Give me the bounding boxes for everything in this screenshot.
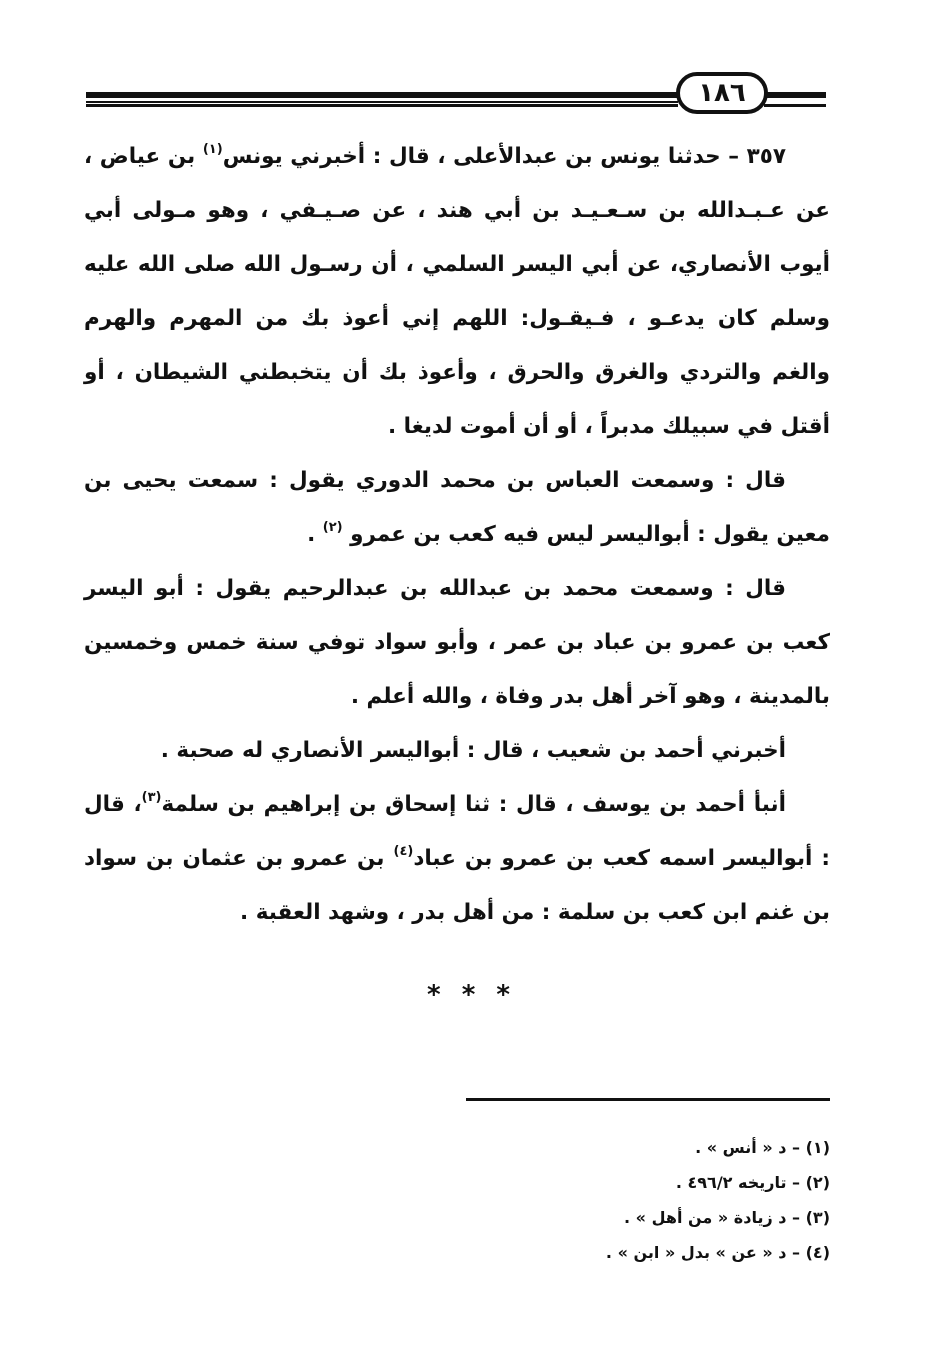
paragraph-ahmad-yusuf bbox=[84, 778, 830, 940]
paragraph-text-tail-2: بن عمرو بن عثمان بن سواد بن غنم ابن كعب بن سلمة : من أهل بدر ، وشهد العقبة . bbox=[84, 846, 830, 925]
footnote-rule bbox=[466, 1098, 830, 1101]
section-separator: * * * bbox=[427, 980, 516, 1010]
footnote-1: (١) – د « أنس » . bbox=[695, 1138, 830, 1157]
paragraph-abbas bbox=[84, 454, 830, 562]
page-number: ١٨٦ bbox=[698, 78, 746, 108]
footnote-3: (٣) – د زيادة « من أهل » . bbox=[624, 1208, 830, 1227]
paragraph-text: أخبرني أحمد بن شعيب ، قال : أبواليسر الأنصاري له صحبة . bbox=[160, 738, 786, 763]
paragraph-text: قال : وسمعت العباس بن محمد الدوري يقول : سمعت يحيى بن معين يقول : أبواليسر ليس فيه كعب بن عمرو bbox=[84, 468, 830, 547]
footnotes bbox=[300, 1130, 830, 1270]
footnote-ref-1: (١) bbox=[202, 141, 223, 157]
paragraph-text-tail: بن عياض ، عن عـبـدالله بن سـعـيـد بن أبي هند ، عن صـيـفي ، وهو مـولى أبي أيوب الأنصاري، عن أبي اليسر السلمي ، أن رسـول الله صلى الله عليه وسلم كان يدعـو ، فـيقـول: اللهم إني أعوذ بك من المهرم والهرم والغم والتردي والغرق والحرق ، وأعوذ بك أن يتخبطني الشيطان ، أو أقتل في سبيلك مدبراً ، أو أن أموت لديغا . bbox=[84, 144, 830, 439]
footnote-2: (٢) – تاريخه ٤٩٦/٢ . bbox=[675, 1173, 830, 1192]
paragraph-muhammad bbox=[84, 562, 830, 724]
paragraph-text: قال : وسمعت محمد بن عبدالله بن عبدالرحيم يقول : أبو اليسر كعب بن عمرو بن عباد بن عمر ، وأبو سواد توفي سنة خمس وخمسين بالمدينة ، وهو آخر أهل بدر وفاة ، والله أعلم . bbox=[84, 576, 830, 709]
header-rule-left bbox=[86, 92, 678, 107]
footnote-ref-2: (٢) bbox=[322, 519, 343, 535]
paragraph-text-tail: . bbox=[307, 522, 323, 547]
paragraph-text-tail: ، قال : أبواليسر اسمه كعب بن عمرو بن عباد bbox=[84, 792, 830, 871]
main-text bbox=[84, 130, 830, 940]
paragraph-hadith-357 bbox=[84, 130, 830, 454]
page-number-badge bbox=[676, 72, 768, 114]
paragraph-text: أنبأ أحمد بن يوسف ، قال : ثنا إسحاق بن إبراهيم بن سلمة bbox=[161, 792, 786, 817]
footnote-ref-4: (٤) bbox=[393, 843, 414, 859]
footnote-ref-3: (٣) bbox=[141, 789, 162, 805]
header-rule-right bbox=[764, 92, 826, 107]
paragraph-text: ٣٥٧ – حدثنا يونس بن عبدالأعلى ، قال : أخبرني يونس bbox=[222, 144, 786, 169]
paragraph-ahmad-shuayb bbox=[84, 724, 830, 778]
footnote-4: (٤) – د « عن » بدل « ابن » . bbox=[605, 1243, 830, 1262]
page-header bbox=[0, 0, 943, 130]
